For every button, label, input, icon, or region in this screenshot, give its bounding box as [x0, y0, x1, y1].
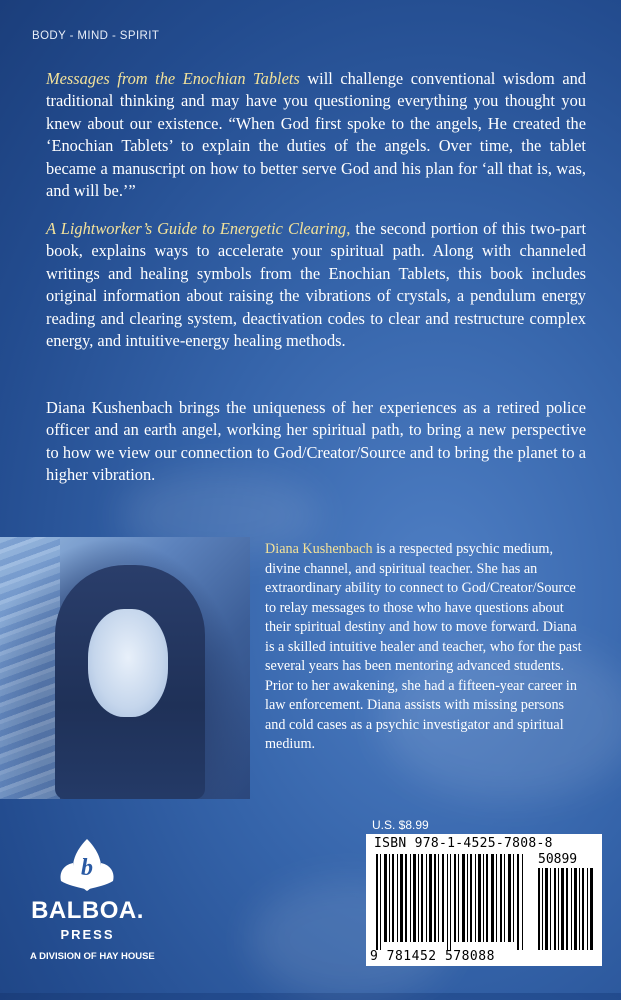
author-bio: [265, 540, 583, 755]
price-code: 50899: [538, 852, 578, 867]
author-face: [88, 609, 168, 717]
barcode-bars-icon: [376, 854, 526, 950]
description-paragraph-1: [46, 68, 586, 202]
author-photo: [0, 537, 250, 799]
publisher-brand: BALBOA.: [31, 897, 144, 924]
price-label: U.S. $8.99: [372, 818, 429, 832]
lotus-logo-icon: [57, 835, 117, 895]
isbn-barcode: [366, 834, 602, 966]
publisher-imprint: PRESS: [60, 927, 115, 942]
foliage-background: [0, 537, 60, 799]
book-title: Messages from the Enochian Tablets: [46, 69, 300, 88]
paragraph-text: will challenge conventional wisdom and traditional thinking and may have you questioning everything you thought you knew about our existence. “When God first spoke to the angels, He created the ‘Enochian Tablets’ to explain the duties of the angels. Over time, the tablet became a manuscript on how to better serve God and his plan for ‘all that is, was, and will be.’”: [46, 69, 586, 201]
addon-barcode-bars-icon: [538, 868, 596, 950]
book-subtitle: A Lightworker’s Guide to Energetic Clearing,: [46, 219, 351, 238]
description-paragraph-2: [46, 218, 586, 352]
isbn-text: ISBN 978-1-4525-7808-8: [374, 836, 553, 851]
author-bio-text: is a respected psychic medium, divine channel, and spiritual teacher. She has an extraordinary ability to connect to God/Creator/Source to relay messages to those who have questions about their spiritual destiny and how to move forward. Diana is a skilled intuitive healer and teacher, who for the past several years has been mentoring advanced students. Prior to her awakening, she had a fifteen-year career in law enforcement. Diana assists with missing persons and cold cases as a psychic investigator and spiritual medium.: [265, 541, 582, 752]
svg-text:b: b: [81, 855, 93, 881]
category-label: BODY - MIND - SPIRIT: [32, 30, 160, 42]
barcode-number: 9 781452 578088: [370, 949, 495, 964]
description-paragraph-3: Diana Kushenbach brings the uniqueness of her experiences as a retired police officer and an earth angel, working her spiritual path, to bring a new perspective to how we view our connection to God/Creator/Source and to bring the planet to a higher vibration.: [46, 398, 586, 485]
paragraph-text: the second portion of this two-part book, explains ways to accelerate your spiritual path. Along with channeled writings and healing symbols from the Enochian Tablets, this book includes original information about raising the vibrations of crystals, a pendulum energy reading and clearing system, deactivation codes to clear and restructure complex energy, and intuitive-energy healing methods.: [46, 219, 586, 351]
author-name: Diana Kushenbach: [265, 541, 373, 557]
publisher-division: A DIVISION OF HAY HOUSE: [30, 951, 155, 962]
